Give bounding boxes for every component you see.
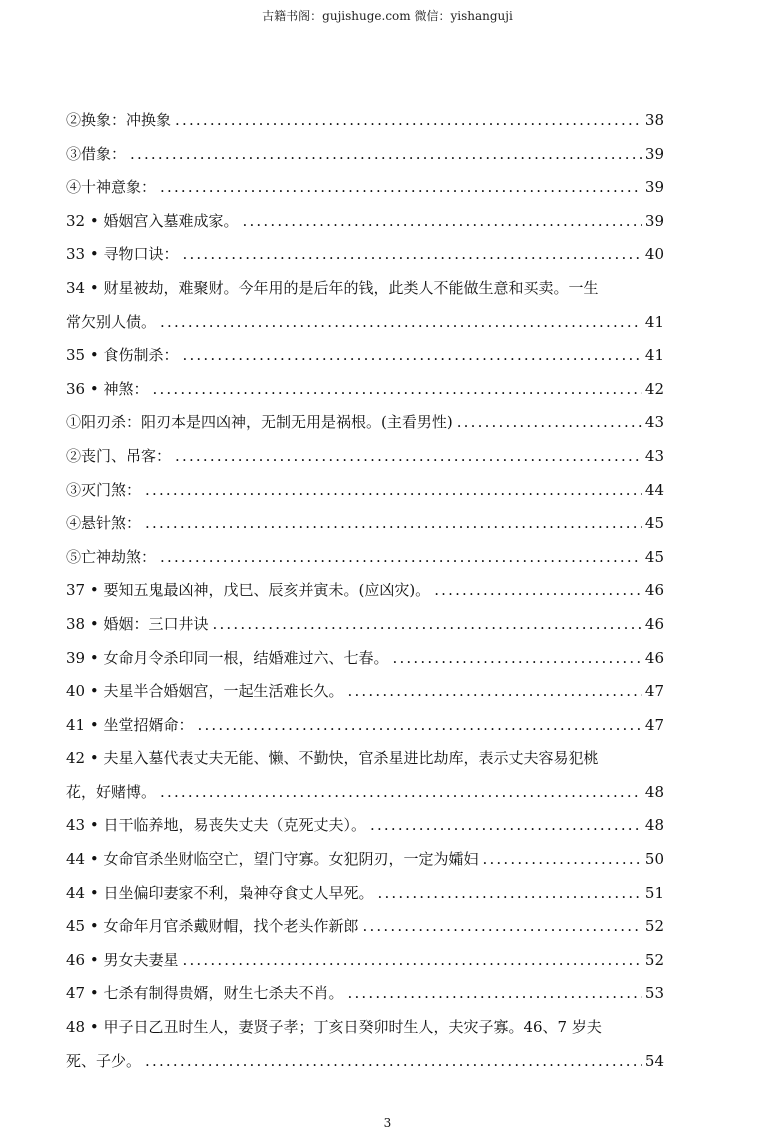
toc-page-number: 41 xyxy=(644,312,664,331)
toc-page-number: 46 xyxy=(644,614,664,633)
dot-leader xyxy=(347,977,642,1011)
toc-page-number: 46 xyxy=(644,581,664,600)
toc-entry[interactable] xyxy=(66,877,664,911)
toc-entry-title: 37 • 要知五鬼最凶神，戊巳、辰亥并寅未。(应凶灾)。 xyxy=(66,581,431,600)
dot-leader xyxy=(175,440,642,474)
toc-entry[interactable] xyxy=(66,238,664,272)
toc-entry-title: ②换象：冲换象 xyxy=(66,111,172,129)
toc-entry[interactable] xyxy=(66,440,664,474)
toc-entry-title: 38 • 婚姻：三口井诀 xyxy=(66,614,209,633)
toc-entry[interactable] xyxy=(66,171,664,205)
toc-entry-title: 花，好赌博。 xyxy=(66,782,157,801)
toc-entry[interactable] xyxy=(66,977,664,1011)
page-number-footer: 3 xyxy=(383,1116,392,1130)
toc-entry-title: 35 • 食伤制杀： xyxy=(66,346,179,365)
toc-entry[interactable] xyxy=(66,507,664,541)
toc-entry[interactable] xyxy=(66,474,664,508)
toc-page-number: 43 xyxy=(644,413,664,432)
toc-page-number: 51 xyxy=(644,883,664,902)
toc-entry[interactable] xyxy=(66,406,664,440)
toc-entry-first-line[interactable] xyxy=(66,272,664,306)
toc-page-number: 46 xyxy=(644,648,664,667)
toc-page-number: 54 xyxy=(644,1051,664,1070)
dot-leader xyxy=(152,373,642,407)
toc-entry[interactable] xyxy=(66,642,664,676)
toc-entry-title-line1: 48 • 甲子日乙丑时生人，妻贤子孝；丁亥日癸卯时生人，夫灾子寡。46、7 岁夫 xyxy=(66,1018,602,1037)
dot-leader xyxy=(347,675,642,709)
toc-entry[interactable] xyxy=(66,373,664,407)
dot-leader xyxy=(145,507,642,541)
toc-entry-title: 45 • 女命年月官杀戴财帽，找个老头作新郎 xyxy=(66,917,359,936)
dot-leader xyxy=(182,944,642,978)
dot-leader xyxy=(242,205,642,239)
toc-page-number: 47 xyxy=(644,715,664,734)
toc-entry[interactable] xyxy=(66,843,664,877)
toc-entry-title: 47 • 七杀有制得贵婿，财生七杀夫不肖。 xyxy=(66,984,344,1003)
toc-entry[interactable] xyxy=(66,104,664,138)
dot-leader xyxy=(145,1045,642,1079)
toc-entry-title: ③灭门煞： xyxy=(66,480,142,499)
toc-entry-title: ⑤亡神劫煞： xyxy=(66,547,157,566)
toc-entry-title: 40 • 夫星半合婚姻宫，一起生活难长久。 xyxy=(66,682,344,701)
toc-entry-title: 44 • 女命官杀坐财临空亡，望门守寡。女犯阴刃，一定为孀妇 xyxy=(66,850,479,869)
toc-page-number: 47 xyxy=(644,682,664,701)
toc-page-number: 39 xyxy=(644,144,664,163)
toc-page-number: 48 xyxy=(644,816,664,835)
toc-entry[interactable] xyxy=(66,574,664,608)
toc-entry-title: 46 • 男女夫妻星 xyxy=(66,950,179,969)
dot-leader xyxy=(160,171,642,205)
toc-entry-first-line[interactable] xyxy=(66,742,664,776)
toc-entry[interactable] xyxy=(66,205,664,239)
dot-leader xyxy=(457,406,642,440)
toc-entry-title: 33 • 寻物口诀： xyxy=(66,245,179,264)
dot-leader xyxy=(160,776,642,810)
dot-leader xyxy=(182,238,642,272)
toc-page-number: 44 xyxy=(644,480,664,499)
toc-entry[interactable] xyxy=(66,608,664,642)
dot-leader xyxy=(160,306,642,340)
toc-entry[interactable] xyxy=(66,138,664,172)
toc-page-number: 45 xyxy=(644,514,664,533)
dot-leader xyxy=(370,809,642,843)
toc-entry[interactable] xyxy=(66,1045,664,1079)
toc-page-number: 38 xyxy=(644,111,664,129)
dot-leader xyxy=(145,474,642,508)
toc-page-number: 39 xyxy=(644,178,664,197)
toc-entry[interactable] xyxy=(66,809,664,843)
dot-leader xyxy=(482,843,642,877)
toc-page-number: 43 xyxy=(644,446,664,465)
toc-entry-title: ④悬针煞： xyxy=(66,514,142,533)
toc-entry-title: 43 • 日干临养地，易丧失丈夫（克死丈夫）。 xyxy=(66,816,366,835)
dot-leader xyxy=(130,138,642,172)
toc-entry[interactable] xyxy=(66,339,664,373)
toc-entry[interactable] xyxy=(66,910,664,944)
toc-page-number: 42 xyxy=(644,379,664,398)
toc-entry[interactable] xyxy=(66,306,664,340)
toc-page-number: 39 xyxy=(644,211,664,230)
dot-leader xyxy=(362,910,642,944)
page-header: 古籍书阁：gujishuge.com 微信：yishanguji xyxy=(262,9,513,23)
toc-entry-title: 36 • 神煞： xyxy=(66,379,149,398)
toc-page-number: 50 xyxy=(644,850,664,869)
dot-leader xyxy=(212,608,642,642)
dot-leader xyxy=(175,104,642,138)
toc-page-number: 40 xyxy=(644,245,664,264)
toc-page-number: 45 xyxy=(644,547,664,566)
toc-entry[interactable] xyxy=(66,776,664,810)
toc-page-number: 53 xyxy=(644,984,664,1003)
dot-leader xyxy=(197,709,642,743)
toc-entry-title: ①阳刃杀：阳刃本是四凶神，无制无用是祸根。(主看男性) xyxy=(66,413,453,432)
toc-page-number: 52 xyxy=(644,917,664,936)
toc-entry[interactable] xyxy=(66,944,664,978)
toc-page-number: 41 xyxy=(644,346,664,365)
toc-entry[interactable] xyxy=(66,675,664,709)
table-of-contents xyxy=(66,104,664,1078)
toc-entry-title: ④十神意象： xyxy=(66,178,157,197)
dot-leader xyxy=(182,339,642,373)
dot-leader xyxy=(377,877,642,911)
toc-entry-title: 39 • 女命月令杀印同一根，结婚难过六、七春。 xyxy=(66,648,389,667)
toc-entry[interactable] xyxy=(66,709,664,743)
toc-page-number: 48 xyxy=(644,782,664,801)
toc-entry-title: 41 • 坐堂招婿命： xyxy=(66,715,194,734)
toc-entry-title: 常欠别人债。 xyxy=(66,312,157,331)
toc-entry-title: 44 • 日坐偏印妻家不利，枭神夺食丈人早死。 xyxy=(66,883,374,902)
toc-entry-title: ③借象： xyxy=(66,144,127,163)
dot-leader xyxy=(160,541,642,575)
dot-leader xyxy=(392,642,642,676)
toc-entry-title-line1: 34 • 财星被劫，难聚财。今年用的是后年的钱，此类人不能做生意和买卖。一生 xyxy=(66,278,599,297)
toc-entry-title-line1: 42 • 夫星入墓代表丈夫无能、懒、不勤快，官杀星进比劫库，表示丈夫容易犯桃 xyxy=(66,749,599,768)
toc-entry-title: 死、子少。 xyxy=(66,1051,142,1070)
toc-entry-first-line[interactable] xyxy=(66,1011,664,1045)
toc-entry[interactable] xyxy=(66,541,664,575)
toc-entry-title: 32 • 婚姻宫入墓难成家。 xyxy=(66,211,239,230)
toc-page-number: 52 xyxy=(644,950,664,969)
dot-leader xyxy=(434,574,642,608)
toc-entry-title: ②丧门、吊客： xyxy=(66,446,172,465)
